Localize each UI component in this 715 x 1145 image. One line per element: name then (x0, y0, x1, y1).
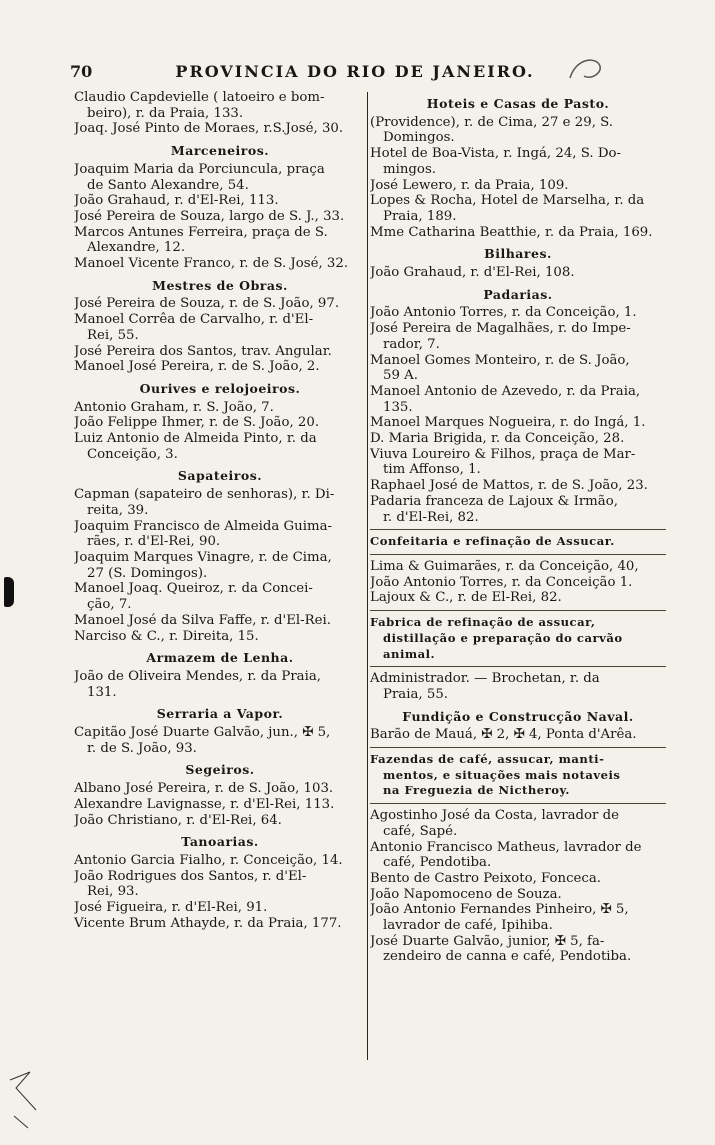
directory-entry (74, 813, 366, 829)
entry-line: João de Oliveira Mendes, r. da Praia, (74, 668, 322, 684)
directory-entry (74, 359, 366, 375)
entry-line: Joaquim Marques Vinagre, r. de Cima, (74, 549, 332, 565)
entry-line: João Antonio Torres, r. da Conceição, 1. (370, 305, 637, 321)
rule-divider (370, 666, 666, 667)
entry-line: José Pereira de Magalhães, r. do Impe- (370, 321, 631, 337)
directory-entry (74, 629, 366, 645)
entry-line: Luiz Antonio de Almeida Pinto, r. da (74, 431, 317, 447)
entry-line: Padaria franceza de Lajoux & Irmão, (370, 493, 618, 509)
entry-line: Agostinho José da Costa, lavrador de (370, 808, 620, 824)
entry-line: 59 A. (383, 368, 418, 384)
directory-entry (74, 225, 366, 256)
directory-entry (74, 431, 366, 462)
directory-entry (370, 146, 666, 177)
entry-line: rador, 7. (383, 336, 440, 352)
rule-divider (370, 610, 666, 611)
directory-entry (74, 781, 366, 797)
directory-entry (370, 590, 666, 606)
directory-entry (74, 725, 366, 756)
rule-divider (370, 529, 666, 530)
entry-line: Manoel Antonio de Azevedo, r. da Praia, (370, 383, 641, 399)
directory-entry (370, 225, 666, 241)
entry-line: 131. (87, 684, 117, 700)
entry-line: (Providence), r. de Cima, 27 e 29, S. (370, 114, 614, 130)
entry-line: Mme Catharina Beatthie, r. da Praia, 169. (370, 224, 653, 240)
section-heading: Fundição e Construcção Naval. (402, 708, 634, 724)
directory-entry (74, 312, 366, 343)
rule-divider (370, 803, 666, 804)
entry-line: Raphael José de Mattos, r. de S. João, 23. (370, 478, 648, 494)
entry-line: José Lewero, r. da Praia, 109. (370, 177, 569, 193)
directory-entry (370, 115, 666, 146)
entry-line: Lajoux & C., r. de El-Rei, 82. (370, 590, 562, 606)
directory-entry (74, 162, 366, 193)
entry-line: Vicente Brum Athayde, r. da Praia, 177. (74, 915, 342, 931)
directory-entry (370, 671, 666, 702)
section-heading: Sapateiros. (177, 468, 263, 484)
entry-line: José Pereira dos Santos, trav. Angular. (74, 343, 332, 359)
directory-entry (74, 193, 366, 209)
entry-line: Albano José Pereira, r. de S. João, 103. (74, 781, 334, 797)
binding-tab-mark (4, 577, 14, 607)
entry-line: Joaquim Francisco de Almeida Guima- (74, 518, 333, 534)
directory-entry (74, 415, 366, 431)
directory-entry (370, 305, 666, 321)
directory-entry (370, 431, 666, 447)
entry-line: José Pereira de Souza, largo de S. J., 33. (74, 208, 345, 224)
directory-entry (74, 853, 366, 869)
page-number: 70 (70, 62, 93, 81)
directory-entry (370, 415, 666, 431)
directory-entry (74, 900, 366, 916)
left-column (74, 90, 366, 931)
entry-line: Marcos Antunes Ferreira, praça de S. (74, 224, 328, 240)
entry-line: João Antonio Torres, r. da Conceição 1. (370, 574, 633, 590)
corner-pencil-mark-icon (8, 1070, 38, 1130)
directory-entry (74, 519, 366, 550)
section-heading-line: na Freguezia de Nictheroy. (383, 783, 570, 798)
directory-entry (74, 581, 366, 612)
directory-entry (370, 575, 666, 591)
entry-line: José Duarte Galvão, junior, ✠ 5, fa- (370, 933, 605, 949)
entry-line: 27 (S. Domingos). (87, 565, 208, 581)
running-head: PROVINCIA DO RIO DE JANEIRO. (175, 62, 535, 81)
directory-entry (370, 559, 666, 575)
pencil-annotation-icon (566, 54, 604, 84)
directory-entry (74, 487, 366, 518)
directory-entry (370, 808, 666, 839)
entry-line: Manoel José Pereira, r. de S. João, 2. (74, 359, 320, 375)
entry-line: Conceição, 3. (87, 446, 178, 462)
section-heading: Serraria a Vapor. (156, 706, 284, 722)
section-heading-block (370, 529, 666, 555)
entry-line: Praia, 189. (383, 208, 457, 224)
directory-entry (74, 869, 366, 900)
directory-entry (370, 321, 666, 352)
directory-entry (370, 902, 666, 933)
entry-line: Manoel Vicente Franco, r. de S. José, 32. (74, 256, 349, 272)
entry-line: Lopes & Rocha, Hotel de Marselha, r. da (370, 193, 645, 209)
entry-line: José Figueira, r. d'El-Rei, 91. (74, 900, 268, 916)
entry-line: Manoel Corrêa de Carvalho, r. d'El- (74, 312, 314, 328)
entry-line: Praia, 55. (383, 686, 449, 702)
entry-line: Hotel de Boa-Vista, r. Ingá, 24, S. Do- (370, 146, 621, 162)
entry-line: João Felippe Ihmer, r. de S. João, 20. (74, 415, 320, 431)
section-heading-line: animal. (383, 646, 436, 661)
directory-entry (370, 265, 666, 281)
directory-entry (370, 353, 666, 384)
section-heading-block (370, 610, 666, 667)
directory-entry (370, 478, 666, 494)
entry-line: D. Maria Brigida, r. da Conceição, 28. (370, 431, 625, 447)
entry-line: lavrador de café, Ipihiba. (383, 918, 553, 934)
directory-entry (370, 494, 666, 525)
entry-line: Alexandre Lavignasse, r. d'El-Rei, 113. (74, 796, 335, 812)
entry-line: João Grahaud, r. d'El-Rei, 108. (370, 265, 575, 281)
section-heading: Segeiros. (185, 762, 255, 778)
entry-line: Capitão José Duarte Galvão, jun., ✠ 5, (74, 725, 331, 741)
entry-line: Bento de Castro Peixoto, Fonceca. (370, 870, 602, 886)
entry-line: Domingos. (383, 130, 455, 146)
entry-line: de Santo Alexandre, 54. (87, 177, 249, 193)
directory-entry (370, 871, 666, 887)
section-heading-line: distillação e preparação do carvão (383, 630, 623, 645)
right-column (370, 90, 666, 965)
rule-divider (370, 554, 666, 555)
entry-line: 135. (383, 399, 413, 415)
section-heading: Bilhares. (484, 246, 552, 262)
entry-line: Barão de Mauá, ✠ 2, ✠ 4, Ponta d'Arêa. (370, 727, 637, 743)
directory-entry (370, 384, 666, 415)
entry-line: Viuva Loureiro & Filhos, praça de Mar- (370, 446, 636, 462)
entry-line: João Grahaud, r. d'El-Rei, 113. (74, 193, 279, 209)
entry-line: Administrador. — Brochetan, r. da (370, 671, 600, 687)
entry-line: João Christiano, r. d'El-Rei, 64. (74, 812, 282, 828)
entry-line: Narciso & C., r. Direita, 15. (74, 628, 259, 644)
entry-line: Rei, 93. (87, 884, 139, 900)
entry-line: beiro), r. da Praia, 133. (87, 105, 244, 121)
directory-entry (74, 916, 366, 932)
entry-line: Rei, 55. (87, 327, 139, 343)
entry-line: Claudio Capdevielle ( latoeiro e bom- (74, 90, 325, 105)
directory-entry (370, 887, 666, 903)
entry-line: José Pereira de Souza, r. de S. João, 97. (74, 296, 340, 312)
directory-entry (74, 121, 366, 137)
directory-entry (74, 344, 366, 360)
section-heading: Padarias. (483, 286, 553, 302)
entry-line: tim Affonso, 1. (383, 462, 481, 478)
directory-entry (370, 447, 666, 478)
entry-line: café, Pendotiba. (383, 855, 492, 871)
entry-line: Lima & Guimarães, r. da Conceição, 40, (370, 558, 639, 574)
entry-line: Joaquim Maria da Porciuncula, praça (74, 161, 325, 177)
entry-line: Antonio Garcia Fialho, r. Conceição, 14. (74, 852, 343, 868)
section-heading-line: Fabrica de refinação de assucar, (370, 615, 596, 630)
section-heading-block (370, 747, 666, 804)
directory-entry (74, 90, 366, 121)
directory-entry (370, 934, 666, 965)
entry-line: João Antonio Fernandes Pinheiro, ✠ 5, (370, 902, 629, 918)
directory-entry (370, 727, 666, 743)
entry-line: rães, r. d'El-Rei, 90. (87, 534, 221, 550)
entry-line: João Rodrigues dos Santos, r. d'El- (74, 868, 307, 884)
entry-line: Manoel Marques Nogueira, r. do Ingá, 1. (370, 415, 646, 431)
entry-line: ção, 7. (87, 597, 132, 613)
section-heading-line: Confeitaria e refinação de Assucar. (370, 534, 615, 549)
directory-entry (74, 256, 366, 272)
directory-entry (74, 296, 366, 312)
entry-line: Joaq. José Pinto de Moraes, r.S.José, 30. (74, 121, 344, 137)
section-heading: Armazem de Lenha. (146, 650, 294, 666)
entry-line: r. de S. João, 93. (87, 740, 197, 756)
section-heading-line: mentos, e situações mais notaveis (383, 767, 621, 782)
entry-line: Manoel Joaq. Queiroz, r. da Concei- (74, 581, 313, 597)
directory-entry (370, 178, 666, 194)
entry-line: Capman (sapateiro de senhoras), r. Di- (74, 487, 335, 503)
section-heading-line: Fazendas de café, assucar, manti- (370, 752, 605, 767)
section-heading: Marceneiros. (170, 143, 270, 159)
directory-entry (74, 613, 366, 629)
entry-line: João Napomoceno de Souza. (370, 886, 562, 902)
directory-entry (74, 209, 366, 225)
rule-divider (370, 747, 666, 748)
directory-entry (74, 797, 366, 813)
entry-line: Alexandre, 12. (87, 240, 186, 256)
entry-line: r. d'El-Rei, 82. (383, 509, 479, 525)
directory-entry (74, 400, 366, 416)
directory-entry (370, 193, 666, 224)
column-divider (367, 92, 368, 1060)
entry-line: Antonio Graham, r. S. João, 7. (74, 399, 274, 415)
section-heading: Ourives e relojoeiros. (139, 380, 301, 396)
entry-line: Manoel Gomes Monteiro, r. de S. João, (370, 352, 630, 368)
entry-line: mingos. (383, 161, 436, 177)
directory-entry (370, 840, 666, 871)
section-heading: Tanoarias. (181, 834, 259, 850)
entry-line: Manoel José da Silva Faffe, r. d'El-Rei. (74, 612, 332, 628)
section-heading: Hoteis e Casas de Pasto. (426, 96, 610, 111)
entry-line: zendeiro de canna e café, Pendotiba. (383, 949, 632, 965)
entry-line: reita, 39. (87, 502, 149, 518)
directory-entry (74, 669, 366, 700)
directory-entry (74, 550, 366, 581)
entry-line: Antonio Francisco Matheus, lavrador de (370, 839, 642, 855)
section-heading: Mestres de Obras. (152, 277, 288, 293)
entry-line: café, Sapé. (383, 823, 458, 839)
